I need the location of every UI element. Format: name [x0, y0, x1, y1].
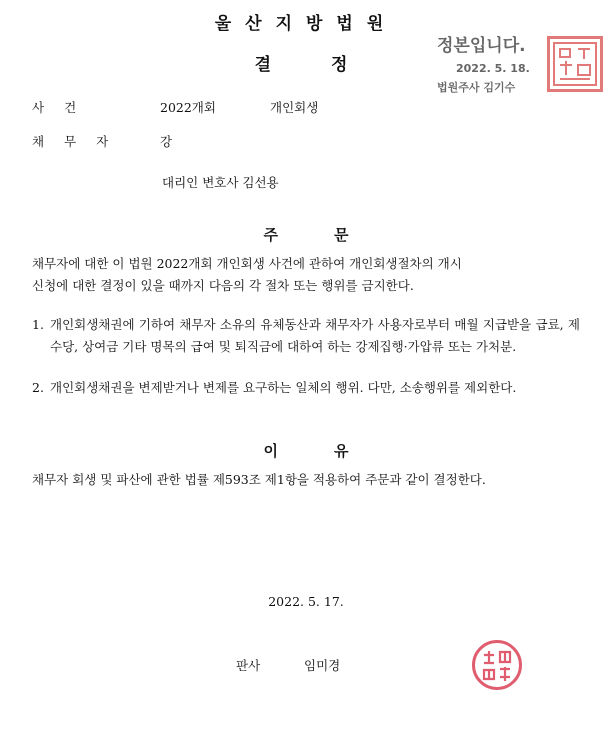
- decision-date: 2022. 5. 17.: [268, 594, 344, 609]
- order-item-number: 2.: [32, 380, 44, 395]
- reason-text: 채무자 회생 및 파산에 관한 법률 제593조 제1항을 적용하여 주문과 같이 결정한다.: [32, 472, 486, 487]
- judge-seal-stamp: [472, 640, 522, 690]
- case-number: 2022개회: [160, 100, 216, 115]
- order-item-text: 개인회생채권에 기하여 채무자 소유의 유체동산과 채무자가 사용자로부터 매월 지급받을 급료, 제수당, 상여금 기타 명목의 급여 및 퇴직금에 대하여 하는 강제집행·가압류 또는 가처분.: [50, 317, 580, 354]
- order-intro: [32, 253, 580, 297]
- order-heading: 주문: [263, 226, 405, 244]
- court-seal-stamp: [547, 36, 603, 92]
- court-name: 울산지방법원: [214, 14, 398, 34]
- case-label: 사건: [32, 100, 97, 115]
- document-type: 결정: [254, 55, 408, 75]
- order-item-text: 개인회생채권을 변제받거나 변제를 요구하는 일체의 행위. 다만, 소송행위를 제외한다.: [50, 380, 517, 395]
- attorney-line: 대리인 변호사 김선용: [162, 175, 279, 190]
- certified-date: 2022. 5. 18.: [456, 62, 530, 75]
- debtor-name: 강: [160, 134, 173, 149]
- certified-officer: 법원주사 김기수: [437, 81, 516, 94]
- case-type: 개인회생: [270, 100, 319, 115]
- certified-copy-label: 정본입니다.: [437, 36, 526, 56]
- judge-name: 임미경: [304, 658, 341, 673]
- reason-heading: 이유: [263, 442, 405, 460]
- order-item-2: [32, 377, 580, 399]
- order-intro-line2: 신청에 대한 결정이 있을 때까지 다음의 각 절차 또는 행위를 금지한다.: [32, 278, 414, 293]
- debtor-label: 채무자: [32, 134, 129, 149]
- judge-title: 판사: [236, 658, 261, 673]
- order-intro-line1: 채무자에 대한 이 법원 2022개회 개인회생 사건에 관하여 개인회생절차의 개시: [32, 256, 462, 271]
- order-item-1: [32, 314, 580, 358]
- order-item-number: 1.: [32, 317, 44, 332]
